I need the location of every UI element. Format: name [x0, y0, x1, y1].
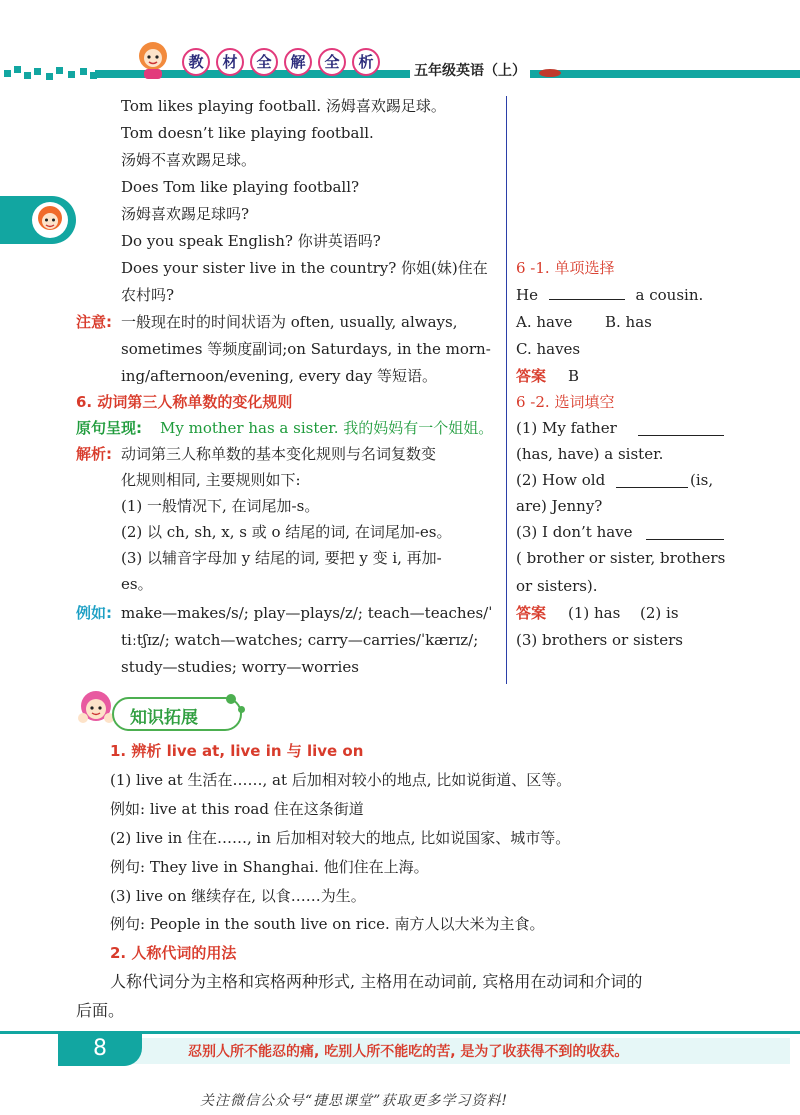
exercise-line: (has, have) a sister. — [516, 445, 664, 463]
title-char: 全 — [250, 48, 278, 76]
note-line: ing/afternoon/evening, every day 等短语。 — [121, 367, 438, 385]
knowledge-line: 例句: People in the south live on rice. 南方人以大米为主食。 — [110, 915, 545, 933]
example-words-line: study—studies; worry—worries — [121, 658, 359, 676]
answer-blank[interactable] — [638, 421, 724, 436]
answer-blank[interactable] — [549, 285, 625, 300]
original-label: 原句呈现: — [76, 419, 142, 437]
answer-value: (3) brothers or sisters — [516, 631, 683, 649]
analysis-line: (1) 一般情况下, 在词尾加-s。 — [121, 497, 320, 515]
knowledge-badge-label: 知识拓展 — [130, 708, 198, 728]
footer-motto: 忍别人所不能忍的痛, 吃别人所不能吃的苦, 是为了收获得不到的收获。 — [188, 1044, 629, 1060]
example-line: Do you speak English? 你讲英语吗? — [121, 232, 381, 250]
analysis-line: es。 — [121, 575, 153, 593]
example-words-line: tiːtʃɪz/; watch—watches; carry—carries/ˈkærɪz/; — [121, 631, 479, 649]
analysis-line: (3) 以辅音字母加 y 结尾的词, 要把 y 变 i, 再加- — [121, 549, 442, 567]
answer-value: B — [568, 367, 580, 385]
knowledge-paragraph: 后面。 — [76, 1001, 125, 1020]
answer-label: 答案 — [516, 604, 547, 622]
answer-value: (2) is — [640, 604, 679, 622]
analysis-label: 解析: — [76, 445, 112, 463]
header-subtitle: 五年级英语（上） — [410, 60, 530, 80]
analysis-line: 动词第三人称单数的基本变化规则与名词复数变 — [121, 445, 437, 463]
exercise-question — [516, 285, 703, 305]
knowledge-paragraph: 人称代词分为主格和宾格两种形式, 主格用在动词前, 宾格用在动词和介词的 — [110, 972, 643, 991]
side-mascot-icon — [30, 200, 70, 240]
option-c: C. haves — [516, 340, 581, 358]
knowledge-line: (1) live at 生活在……, at 后加相对较小的地点, 比如说街道、区等。 — [110, 771, 572, 789]
exercise-line: (3) I don’t have — [516, 523, 633, 541]
example-line: 农村吗? — [121, 286, 175, 304]
exercise-title: 6 -1. 单项选择 — [516, 259, 615, 277]
exercise-line: are) Jenny? — [516, 497, 603, 515]
exercise-line: or sisters). — [516, 577, 598, 595]
note-line: sometimes 等频度副词;on Saturdays, in the morn- — [121, 340, 491, 358]
page-number: 8 — [58, 1032, 142, 1066]
knowledge-line: 例句: They live in Shanghai. 他们住在上海。 — [110, 858, 429, 876]
question-end: a cousin. — [635, 286, 704, 304]
header-dots — [0, 64, 100, 84]
example-line: 汤姆不喜欢踢足球。 — [121, 151, 257, 169]
example-line: Does your sister live in the country? 你姐(妹)住在 — [121, 259, 488, 277]
answer-blank[interactable] — [646, 525, 724, 540]
knowledge-mascot-icon — [76, 686, 116, 734]
column-divider — [506, 96, 507, 684]
exercise-line: (1) My father — [516, 419, 617, 437]
title-char: 材 — [216, 48, 244, 76]
section-heading: 6. 动词第三人称单数的变化规则 — [76, 393, 293, 411]
example-line: Tom likes playing football. 汤姆喜欢踢足球。 — [121, 97, 446, 115]
answer-label: 答案 — [516, 367, 547, 385]
badge-dot-icon — [238, 706, 245, 713]
original-text: My mother has a sister. 我的妈妈有一个姐姐。 — [160, 419, 494, 437]
option-b: B. has — [605, 313, 652, 331]
exercise-line: (is, — [690, 471, 714, 489]
example-words-line: make—makes/s/; play—plays/z/; teach—teaches/ˈ — [121, 604, 493, 622]
title-char: 析 — [352, 48, 380, 76]
example-label: 例如: — [76, 604, 112, 622]
mascot-icon — [130, 36, 176, 82]
header-title — [182, 48, 392, 78]
knowledge-line: (2) live in 住在……, in 后加相对较大的地点, 比如说国家、城市等。 — [110, 829, 571, 847]
watermark-text: 关注微信公众号“捷思课堂”获取更多学习资料! — [200, 1093, 508, 1109]
question-start: He — [516, 286, 538, 304]
knowledge-heading: 2. 人称代词的用法 — [110, 944, 237, 962]
title-char: 全 — [318, 48, 346, 76]
analysis-line: 化规则相同, 主要规则如下: — [121, 471, 301, 489]
example-line: 汤姆喜欢踢足球吗? — [121, 205, 250, 223]
answer-blank[interactable] — [616, 473, 688, 488]
analysis-line: (2) 以 ch, sh, x, s 或 o 结尾的词, 在词尾加-es。 — [121, 523, 452, 541]
knowledge-line: 例如: live at this road 住在这条街道 — [110, 800, 364, 818]
title-char: 教 — [182, 48, 210, 76]
knowledge-line: (3) live on 继续存在, 以食……为生。 — [110, 887, 366, 905]
answer-value: (1) has — [568, 604, 621, 622]
badge-dot-icon — [226, 694, 236, 704]
example-line: Does Tom like playing football? — [121, 178, 360, 196]
exercise-title: 6 -2. 选词填空 — [516, 393, 615, 411]
note-line: 一般现在时的时间状语为 often, usually, always, — [121, 313, 458, 331]
exercise-line: ( brother or sister, brothers — [516, 549, 726, 567]
header-quill-icon — [538, 64, 562, 76]
note-label: 注意: — [76, 313, 112, 331]
knowledge-heading: 1. 辨析 live at, live in 与 live on — [110, 742, 364, 760]
example-line: Tom doesn’t like playing football. — [121, 124, 374, 142]
title-char: 解 — [284, 48, 312, 76]
option-a: A. have — [516, 313, 573, 331]
exercise-line: (2) How old — [516, 471, 606, 489]
